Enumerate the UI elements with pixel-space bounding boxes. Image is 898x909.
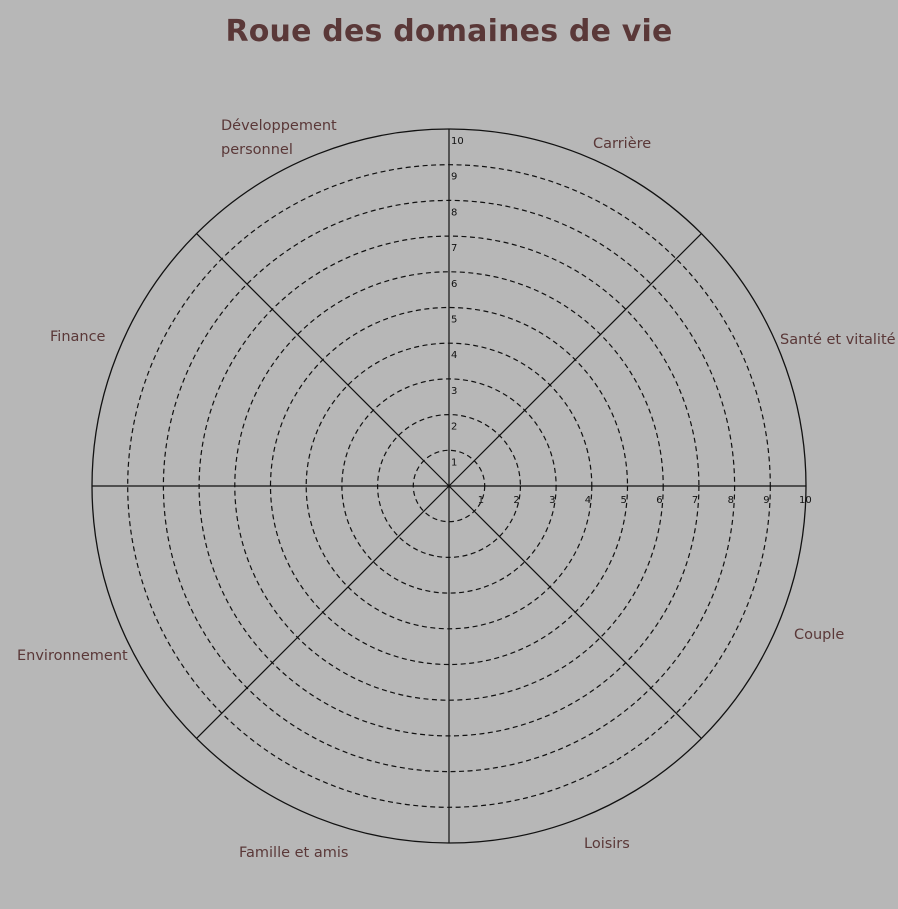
domain-label-line: personnel (221, 142, 293, 158)
domain-label-line: Développement (221, 118, 337, 134)
domain-label-line: Finance (50, 329, 106, 345)
scale-tick-labels (451, 136, 812, 506)
domain-label-line: Environnement (17, 648, 128, 664)
domain-label (794, 627, 844, 643)
tick-label-vertical: 7 (451, 243, 458, 255)
tick-label-vertical: 1 (451, 457, 458, 469)
tick-label-vertical: 9 (451, 171, 458, 183)
tick-label-horizontal: 6 (656, 495, 663, 506)
domain-label-line: Carrière (593, 136, 652, 152)
tick-label-vertical: 2 (451, 421, 458, 433)
tick-label-vertical: 10 (451, 136, 464, 147)
tick-label-horizontal: 2 (513, 495, 520, 506)
domain-label (593, 136, 651, 152)
domain-label (50, 329, 106, 345)
tick-label-vertical: 4 (451, 350, 458, 362)
tick-label-vertical: 5 (451, 314, 458, 326)
domain-label (239, 845, 348, 861)
tick-label-horizontal: 8 (727, 495, 734, 506)
page-title: Roue des domaines de vie (225, 14, 673, 49)
domain-labels (17, 118, 896, 861)
domain-label-line: Loisirs (584, 836, 630, 852)
tick-label-horizontal: 5 (620, 495, 627, 506)
tick-label-horizontal: 7 (691, 495, 699, 506)
domain-label-line: Famille et amis (239, 845, 349, 861)
domain-label (780, 332, 896, 348)
tick-label-vertical: 8 (451, 207, 458, 219)
domain-label (221, 118, 337, 158)
tick-label-vertical: 3 (451, 385, 458, 397)
domain-label-line: Couple (794, 627, 845, 643)
domain-label (584, 836, 630, 852)
sector-divider (197, 234, 449, 486)
tick-label-vertical: 6 (451, 278, 458, 290)
sector-divider (449, 234, 701, 486)
tick-label-horizontal: 10 (799, 495, 812, 506)
tick-label-horizontal: 9 (763, 495, 770, 506)
sector-divider (449, 486, 701, 738)
tick-label-horizontal: 1 (477, 495, 485, 506)
domain-label-line: Santé et vitalité (780, 332, 896, 348)
tick-label-horizontal: 4 (584, 495, 592, 506)
sector-divider (197, 486, 449, 738)
tick-label-horizontal: 3 (549, 495, 556, 506)
domain-label (17, 648, 128, 664)
